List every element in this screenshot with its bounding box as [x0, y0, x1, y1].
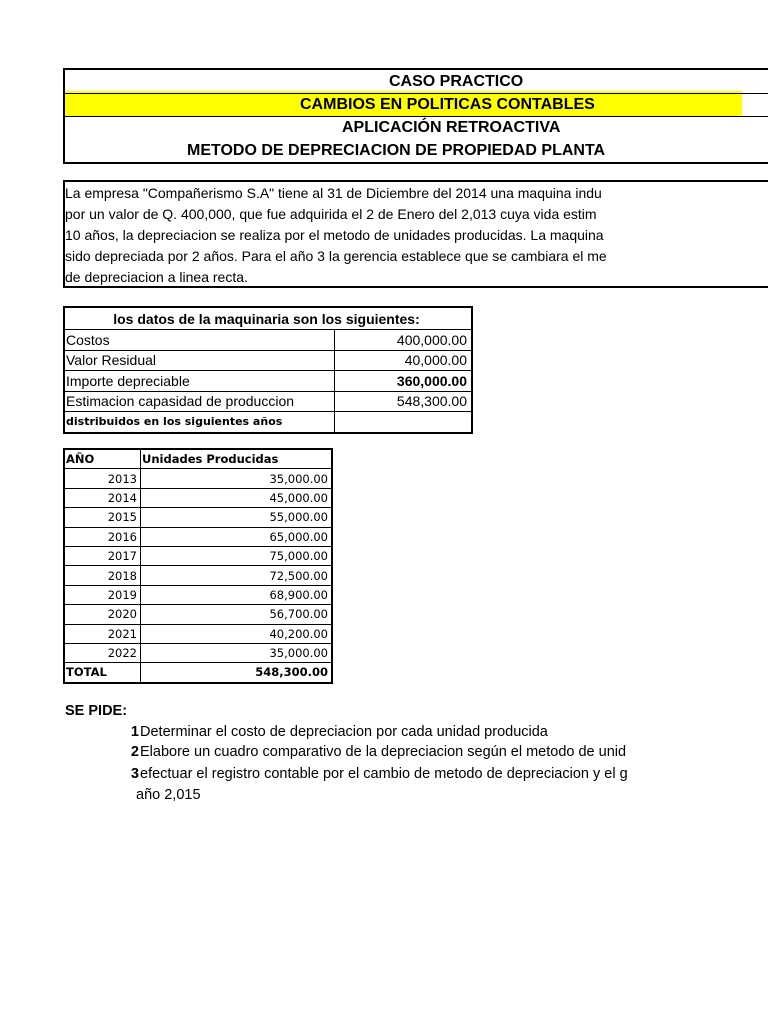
table-row: [64, 624, 332, 643]
units-cell: 35,000.00: [141, 469, 333, 488]
table-row: [64, 391, 472, 412]
requirement-number: 2: [130, 744, 139, 760]
year-cell: 2018: [64, 566, 141, 585]
units-cell: 56,700.00: [141, 605, 333, 624]
year-cell: 2021: [64, 624, 141, 643]
title-caso-practico: CASO PRACTICO: [389, 73, 524, 90]
row-value: 360,000.00: [335, 371, 473, 392]
units-cell: 68,900.00: [141, 585, 333, 604]
title-row-1: [65, 70, 768, 93]
row-label: Valor Residual: [64, 350, 335, 371]
table-row: [64, 330, 472, 351]
year-cell: 2014: [64, 488, 141, 507]
table-row: [64, 643, 332, 662]
year-cell: 2019: [64, 585, 141, 604]
title-row-4: [65, 139, 768, 162]
header-year: AÑO: [64, 449, 141, 469]
row-label: distribuidos en los siguientes años: [64, 412, 335, 433]
table-row: [64, 566, 332, 585]
intro-line: de depreciacion a linea recta.: [65, 269, 248, 285]
requirement-text: efectuar el registro contable por el cambio de metodo de depreciacion y el g: [140, 766, 628, 782]
row-label: Costos: [64, 330, 335, 351]
year-cell: 2016: [64, 527, 141, 546]
total-row: [64, 663, 332, 683]
table-row: [64, 371, 472, 392]
year-cell: 2015: [64, 508, 141, 527]
se-pide-title: SE PIDE:: [65, 703, 128, 719]
intro-line: La empresa "Compañerismo S.A" tiene al 31 de Diciembre del 2014 una maquina indu: [65, 185, 602, 201]
year-cell: 2013: [64, 469, 141, 488]
requirement-continuation: año 2,015: [136, 787, 201, 803]
year-cell: 2020: [64, 605, 141, 624]
intro-line: 10 años, la depreciacion se realiza por el metodo de unidades producidas. La maquina: [65, 227, 604, 243]
title-cambios: CAMBIOS EN POLITICAS CONTABLES: [300, 96, 595, 113]
units-cell: 40,200.00: [141, 624, 333, 643]
intro-paragraph: [63, 180, 768, 288]
row-value: 40,000.00: [335, 350, 473, 371]
year-cell: 2022: [64, 643, 141, 662]
total-value: 548,300.00: [141, 663, 333, 683]
title-row-3: [65, 116, 768, 139]
units-cell: 45,000.00: [141, 488, 333, 507]
row-value: 548,300.00: [335, 391, 473, 412]
units-cell: 75,000.00: [141, 546, 333, 565]
title-block: [63, 68, 768, 164]
requirement-number: 3: [130, 766, 139, 782]
row-label: Importe depreciable: [64, 371, 335, 392]
table-row: [64, 527, 332, 546]
units-cell: 65,000.00: [141, 527, 333, 546]
requirement-number: 1: [130, 724, 139, 740]
machine-data-table: [63, 306, 473, 434]
table-row: [64, 469, 332, 488]
title-metodo: METODO DE DEPRECIACION DE PROPIEDAD PLANTA: [187, 142, 606, 159]
units-table: [63, 448, 333, 684]
table-row: [64, 605, 332, 624]
units-table-header: [64, 449, 332, 469]
row-label: Estimacion capasidad de produccion: [64, 391, 335, 412]
table-row: [64, 412, 472, 433]
title-row-2: [65, 93, 768, 117]
table-row: [64, 585, 332, 604]
machine-data-header: los datos de la maquinaria son los siguientes:: [64, 307, 472, 330]
table-row: [64, 488, 332, 507]
table-row: [64, 546, 332, 565]
table-row: [64, 508, 332, 527]
intro-line: por un valor de Q. 400,000, que fue adquirida el 2 de Enero del 2,013 cuya vida estim: [65, 206, 597, 222]
units-cell: 35,000.00: [141, 643, 333, 662]
row-value: 400,000.00: [335, 330, 473, 351]
requirement-text: Elabore un cuadro comparativo de la depreciacion según el metodo de unid: [140, 744, 627, 760]
requirement-text: Determinar el costo de depreciacion por cada unidad producida: [140, 724, 548, 740]
row-value: [335, 412, 473, 433]
title-aplicacion: APLICACIÓN RETROACTIVA: [342, 119, 561, 136]
header-units: Unidades Producidas: [141, 449, 333, 469]
units-cell: 72,500.00: [141, 566, 333, 585]
table-row: [64, 350, 472, 371]
intro-line: sido depreciada por 2 años. Para el año 3 la gerencia establece que se cambiara el me: [65, 248, 607, 264]
units-cell: 55,000.00: [141, 508, 333, 527]
total-label: TOTAL: [64, 663, 141, 683]
year-cell: 2017: [64, 546, 141, 565]
